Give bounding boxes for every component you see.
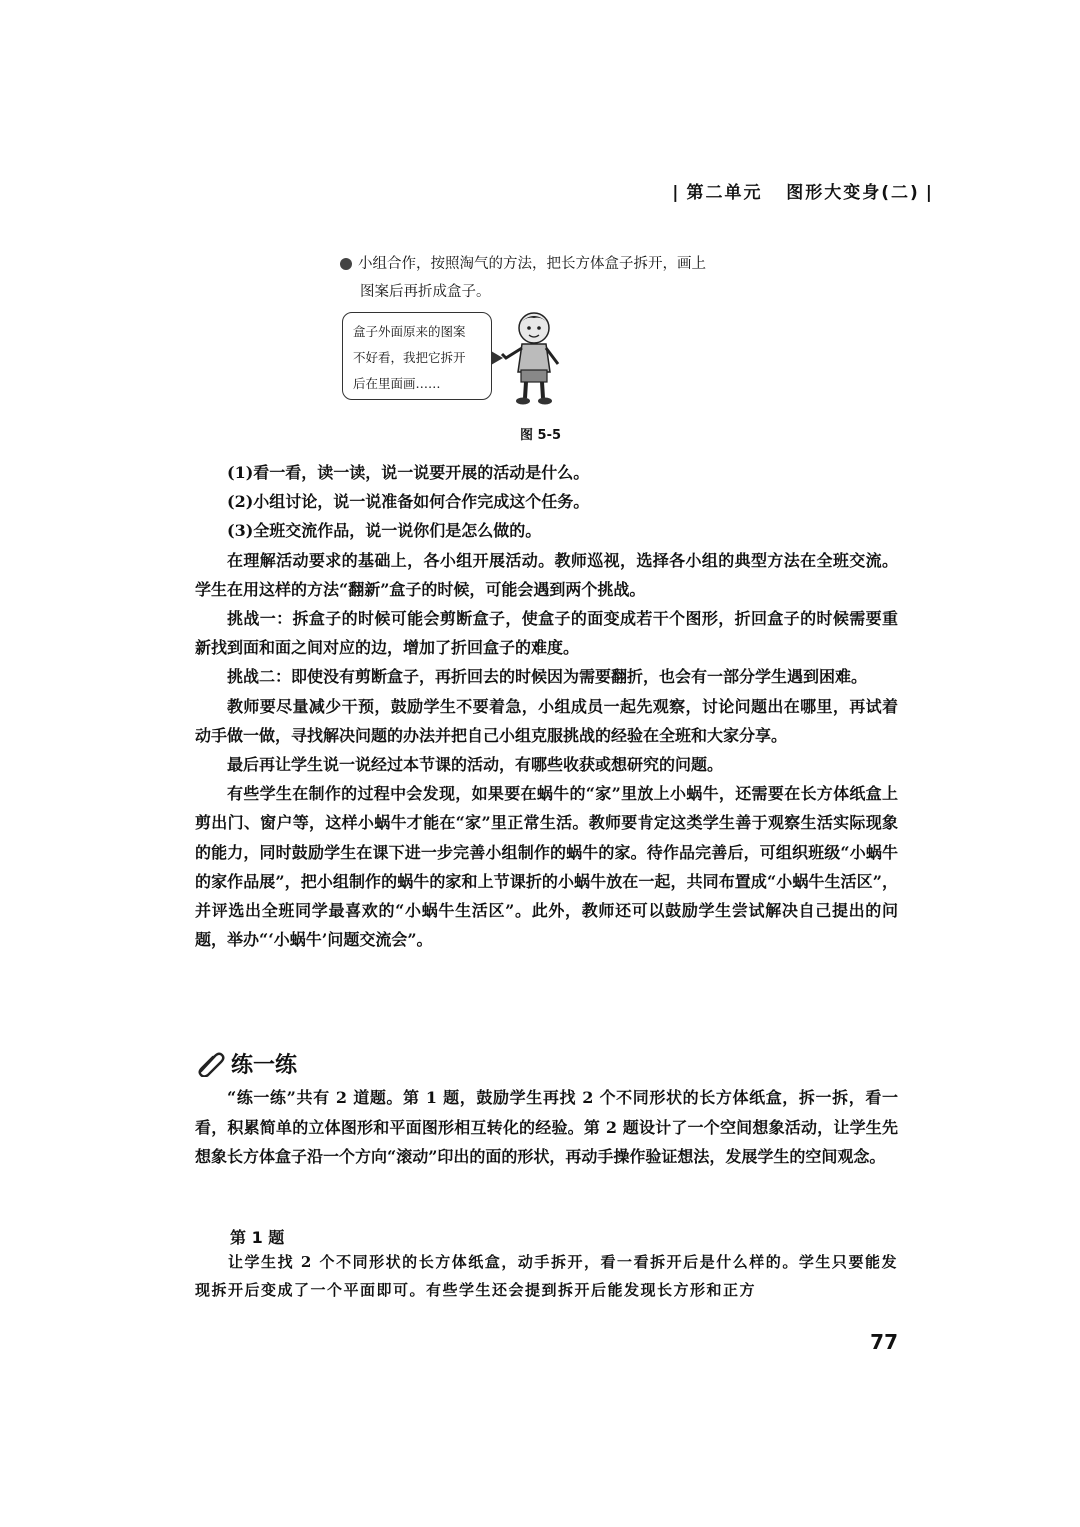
header-title: 图形大变身(二) — [786, 183, 920, 203]
main-body — [195, 458, 898, 954]
paragraph: (2)小组讨论，说一说准备如何合作完成这个任务。 — [227, 492, 590, 512]
paragraph: 挑战一：拆盒子的时候可能会剪断盒子，使盒子的面变成若干个图形，折回盒子的时候需要重新找到面和面之间对应的边，增加了折回盒子的难度。 — [195, 609, 898, 658]
task-line-2: 图案后再折成盒子。 — [360, 284, 491, 300]
paragraph: 让学生找 2 个不同形状的长方体纸盒，动手拆开，看一看拆开后是什么样的。学生只要能发现拆开后变成了一个平面即可。有些学生还会提到拆开后能发现长方形和正方 — [195, 1253, 898, 1299]
paragraph: 教师要尽量减少干预，鼓励学生不要着急，小组成员一起先观察，讨论问题出在哪里，再试着动手做一做，寻找解决问题的办法并把自己小组克服挑战的经验在全班和大家分享。 — [195, 696, 898, 745]
paragraph: (1)看一看，读一读，说一说要开展的活动是什么。 — [227, 463, 590, 482]
running-header — [666, 178, 940, 203]
speech-line-3: 后在里面画…… — [353, 376, 441, 391]
figure-caption: 图 5-5 — [520, 428, 562, 443]
boy-illustration — [498, 308, 570, 406]
paragraph: “练一练”共有 2 道题。第 1 题，鼓励学生再找 2 个不同形状的长方体纸盒，拆一拆，看一看，积累简单的立体图形和平面图形相互转化的经验。第 2 题设计了一个空间想象活动，让学生先想象长方体盒子沿一个方向“滚动”印出的面的形状，再动手操作验证想法，发展学生的空间观念。 — [195, 1088, 898, 1166]
page-number: 77 — [870, 1330, 898, 1354]
speech-line-2: 不好看，我把它拆开 — [353, 350, 466, 365]
bullet-icon — [340, 258, 352, 270]
speech-line-1: 盒子外面原来的图案 — [353, 324, 466, 339]
speech-bubble — [342, 312, 492, 400]
header-divider: | — [672, 183, 681, 203]
task-line-1: 小组合作，按照淘气的方法，把长方体盒子拆开，画上 — [358, 256, 706, 272]
paragraph: (3)全班交流作品，说一说你们是怎么做的。 — [227, 521, 542, 541]
question-1-title: 第 1 题 — [230, 1228, 285, 1247]
paragraph: 最后再让学生说一说经过本节课的活动，有哪些收获或想研究的问题。 — [227, 755, 724, 775]
practice-section-heading — [195, 1048, 898, 1079]
header-divider: | — [925, 183, 934, 203]
question-1-body — [195, 1248, 898, 1304]
paperclip-icon — [195, 1051, 225, 1077]
header-unit: 第二单元 — [686, 183, 763, 203]
paragraph: 挑战二：即使没有剪断盒子，再折回去的时候因为需要翻折，也会有一部分学生遇到困难。 — [227, 667, 868, 687]
practice-title: 练一练 — [231, 1053, 298, 1078]
task-instruction — [340, 250, 760, 306]
paragraph: 在理解活动要求的基础上，各小组开展活动。教师巡视，选择各小组的典型方法在全班交流。学生在用这样的方法“翻新”盒子的时候，可能会遇到两个挑战。 — [195, 550, 898, 599]
practice-body — [195, 1083, 898, 1172]
paragraph: 有些学生在制作的过程中会发现，如果要在蜗牛的“家”里放上小蜗牛，还需要在长方体纸盒上剪出门、窗户等，这样小蜗牛才能在“家”里正常生活。教师要肯定这类学生善于观察生活实际现象的能力，同时鼓励学生在课下进一步完善小组制作的蜗牛的家。待作品完善后，可组织班级“小蜗牛的家作品展”，把小组制作的蜗牛的家和上节课折的小蜗牛放在一起，共同布置成“小蜗牛生活区”，并评选出全班同学最喜欢的“小蜗牛生活区”。此外，教师还可以鼓励学生尝试解决自己提出的问题，举办“‘小蜗牛’问题交流会”。 — [195, 784, 898, 950]
